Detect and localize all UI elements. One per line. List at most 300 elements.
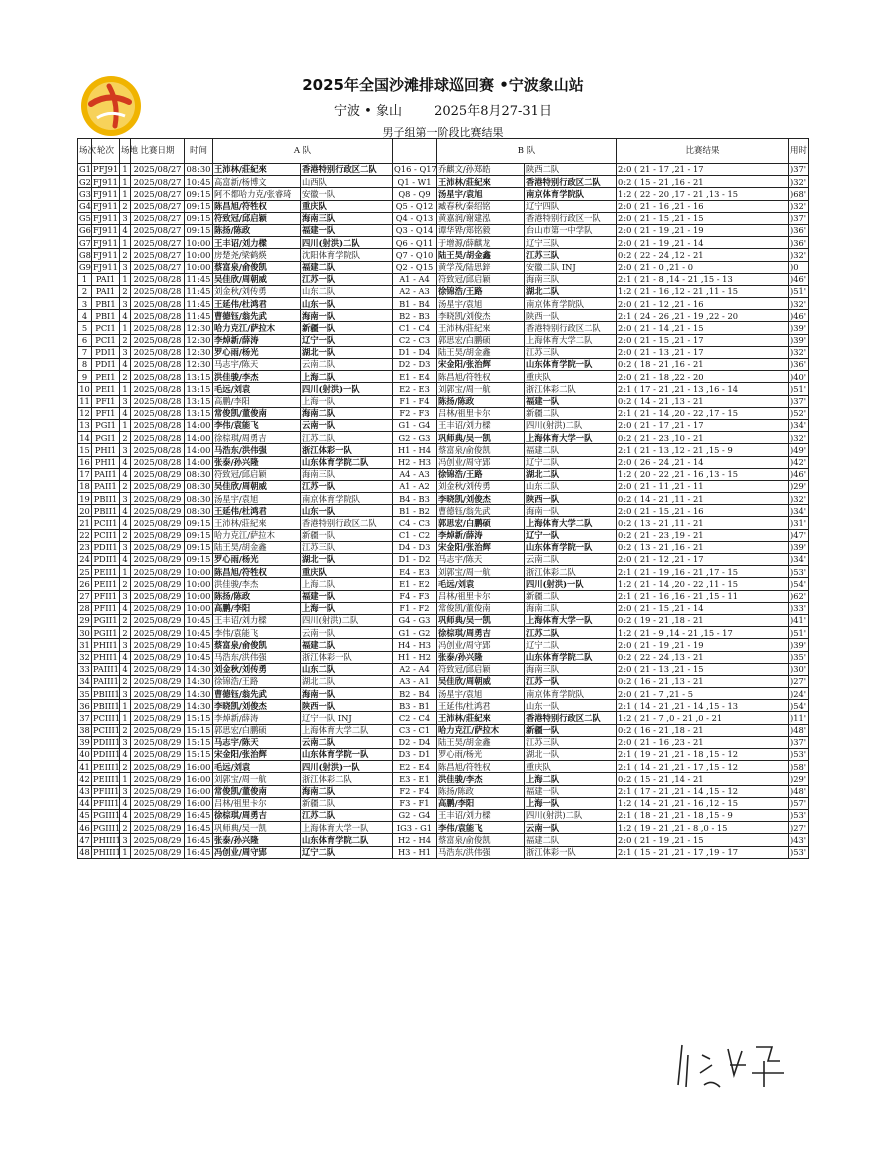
- cell-round: FJ911: [93, 201, 118, 211]
- cell-a-players: 吕林/祖里卡尔: [213, 797, 301, 809]
- cell-no: 3: [78, 298, 92, 310]
- cell-result: 2:1 ( 17 - 21 ,21 - 14 ,15 - 12: [617, 785, 789, 797]
- cell-no: 35: [79, 688, 90, 699]
- cell-a-players: 王沛林/莊紀來: [213, 517, 301, 529]
- table-row: [78, 164, 809, 176]
- cell-court: 2: [120, 371, 131, 383]
- cell-b-players: 宋金阳/张治辉: [437, 359, 525, 371]
- results-table: [77, 138, 809, 859]
- cell-a-players: 陈扬/陈政: [213, 590, 301, 602]
- cell-time: 14:30: [185, 688, 213, 700]
- cell-round: PFI1: [92, 407, 120, 419]
- cell-result: 0:2 ( 14 - 21 ,11 - 21: [617, 493, 789, 505]
- cell-b-team: 湖北二队: [525, 468, 617, 480]
- cell-no: G4: [79, 201, 91, 211]
- cell-duration: )36': [789, 237, 809, 249]
- cell-b-team: 海南二队: [525, 602, 617, 614]
- cell-a-players: 徐棕琪/周勇吉: [213, 432, 301, 444]
- cell-b-team: 辽宁四队: [525, 200, 617, 212]
- cell-b-players: 徐棕琪/周勇吉: [437, 627, 525, 639]
- cell-b-players: 冯创业/周守郢: [437, 639, 525, 651]
- table-header: [78, 139, 809, 164]
- cell-result: 2:1 ( 21 - 19 ,16 - 21 ,17 - 15: [617, 566, 789, 578]
- cell-time: 11:45: [185, 298, 213, 310]
- cell-no: G2: [79, 176, 91, 187]
- cell-a-players: 李晓凯/刘俊杰: [213, 700, 301, 712]
- cell-time: 16:45: [185, 822, 213, 834]
- cell-court: 3: [120, 785, 131, 797]
- cell-court: 2: [120, 614, 131, 626]
- cell-round: PDIII1: [93, 737, 121, 748]
- col-no: 场次: [78, 139, 92, 164]
- cell-matchup: A2 - A3: [393, 285, 437, 297]
- cell-no: 46: [79, 822, 90, 833]
- cell-a-players: 巩师典/吴一凯: [213, 822, 301, 834]
- cell-duration: )39': [789, 639, 809, 651]
- table-row: [78, 651, 809, 663]
- table-row: [78, 773, 809, 785]
- cell-no: 15: [79, 444, 90, 455]
- cell-court: 1: [120, 237, 131, 249]
- cell-round: PCIII1: [93, 725, 121, 736]
- cell-matchup: E1 - E2: [393, 578, 437, 590]
- cell-b-players: 符致冠/邱启颖: [437, 273, 525, 285]
- cell-b-team: 新疆二队: [525, 590, 617, 602]
- cell-no: 38: [79, 725, 90, 736]
- cell-no: 19: [79, 493, 90, 504]
- cell-matchup: H4 - H3: [393, 639, 437, 651]
- cell-result: 2:1 ( 24 - 26 ,21 - 19 ,22 - 20: [617, 310, 789, 322]
- cell-time: 14:00: [185, 432, 213, 444]
- cell-time: 10:00: [185, 566, 213, 578]
- table-row: [78, 298, 809, 310]
- col-result: 比赛结果: [617, 139, 789, 164]
- cell-matchup: D2 - D3: [393, 359, 437, 371]
- table-row: [78, 590, 809, 602]
- cell-result: 2:0 ( 21 - 11 ,21 - 11: [617, 480, 789, 492]
- cell-b-players: 陈扬/陈政: [437, 395, 525, 407]
- cell-round: PFJ91: [93, 164, 119, 175]
- table-row: [78, 700, 809, 712]
- cell-b-team: 福建二队: [525, 834, 617, 846]
- cell-b-team: 江苏二队: [525, 627, 617, 639]
- cell-date: 2025/08/29: [131, 529, 185, 541]
- cell-b-players: 毛远/刘袁: [437, 578, 525, 590]
- cell-result: 0:2 ( 15 - 21 ,14 - 21: [617, 773, 789, 785]
- cell-no: 24: [79, 554, 90, 565]
- cell-court: 2: [120, 334, 131, 346]
- cell-a-players: 毛远/刘袁: [213, 383, 301, 395]
- cell-round: PEII1: [92, 566, 120, 578]
- cell-a-players: 高富新/杨博文: [213, 176, 301, 188]
- cell-b-players: 黄学茂/陆思鋅: [437, 261, 525, 273]
- cell-b-players: 李晓凯/刘俊杰: [437, 493, 525, 505]
- cell-a-team: 云南二队: [301, 736, 393, 748]
- cell-a-players: 李伟/袁能飞: [213, 419, 301, 431]
- cell-matchup: E2 - E4: [393, 761, 437, 773]
- cell-a-team: 浙江体彩一队: [301, 444, 393, 456]
- cell-duration: )48': [789, 724, 809, 736]
- cell-duration: )32': [789, 200, 809, 212]
- cell-a-players: 曹德钰/翁先武: [213, 310, 301, 322]
- cell-b-players: 李焯新/薛涛: [437, 529, 525, 541]
- cell-round: PGII1: [93, 627, 118, 638]
- cell-date: 2025/08/29: [131, 566, 185, 578]
- cell-date: 2025/08/28: [131, 322, 185, 334]
- table-row: [78, 736, 809, 748]
- cell-b-team: 香港特别行政区二队: [525, 322, 617, 334]
- table-row: [78, 383, 809, 395]
- cell-result: 0:2 ( 16 - 21 ,18 - 21: [617, 724, 789, 736]
- cell-time: 14:30: [185, 663, 213, 675]
- cell-date: 2025/08/27: [131, 261, 185, 273]
- cell-a-players: 汤星宇/袁旭: [213, 493, 301, 505]
- cell-b-players: 吴佳欣/周朝威: [437, 675, 525, 687]
- cell-matchup: A1 - A4: [393, 273, 437, 285]
- cell-date: 2025/08/28: [131, 456, 185, 468]
- cell-b-players: 冯创业/周守郢: [437, 456, 525, 468]
- cell-date: 2025/08/29: [131, 688, 185, 700]
- cell-duration: )43': [789, 834, 809, 846]
- cell-time: 08:30: [185, 505, 213, 517]
- cell-b-players: 曹德钰/翁先武: [437, 505, 525, 517]
- cell-time: 10:00: [185, 602, 213, 614]
- cell-time: 09:15: [185, 554, 213, 566]
- cell-no: 29: [79, 615, 90, 626]
- cell-court: 1: [120, 164, 131, 176]
- cell-result: 2:1 ( 18 - 21 ,21 - 18 ,15 - 9: [617, 809, 789, 821]
- cell-a-players: 李焯新/薛涛: [213, 712, 301, 724]
- cell-b-team: 辽宁三队: [525, 237, 617, 249]
- cell-court: 4: [120, 554, 131, 566]
- cell-round: PFII1: [92, 602, 120, 614]
- cell-b-players: 黄嘉润/谢建泓: [437, 212, 525, 224]
- cell-a-players: 哈力克江/萨拉木: [213, 322, 301, 334]
- cell-b-team: 重庆队: [525, 761, 617, 773]
- cell-time: 11:45: [185, 273, 213, 285]
- cell-duration: )53': [789, 846, 809, 858]
- cell-round: PEIII1: [93, 773, 120, 784]
- signature: [672, 1035, 792, 1095]
- table-row: [78, 493, 809, 505]
- cell-a-team: 海南三队: [301, 468, 393, 480]
- cell-round: PGIII1: [93, 810, 121, 821]
- cell-b-team: 山东体育学院一队: [525, 541, 617, 553]
- cell-duration: )39': [789, 334, 809, 346]
- cell-matchup: D1 - D2: [393, 554, 437, 566]
- cell-b-team: 云南一队: [525, 822, 617, 834]
- cell-b-players: 洪佳骏/李杰: [437, 773, 525, 785]
- cell-time: 14:30: [185, 700, 213, 712]
- cell-matchup: D1 - D4: [393, 346, 437, 358]
- cell-matchup: A1 - A2: [393, 480, 437, 492]
- cell-round: FJ911: [93, 213, 118, 224]
- cell-b-team: 浙江体彩二队: [525, 383, 617, 395]
- cell-result: 1:2 ( 14 - 21 ,21 - 16 ,12 - 15: [617, 797, 789, 809]
- cell-date: 2025/08/29: [131, 809, 185, 821]
- cell-date: 2025/08/27: [131, 164, 185, 176]
- cell-b-team: 陕西一队: [525, 310, 617, 322]
- cell-date: 2025/08/28: [131, 273, 185, 285]
- col-team-b: B 队: [437, 139, 617, 164]
- cell-court: 3: [120, 261, 131, 273]
- cell-court: 4: [120, 749, 131, 761]
- cell-date: 2025/08/29: [131, 846, 185, 858]
- cell-b-team: 四川(射洪)二队: [525, 419, 617, 431]
- table-row: [78, 809, 809, 821]
- cell-matchup: A4 - A3: [393, 468, 437, 480]
- cell-date: 2025/08/29: [131, 700, 185, 712]
- cell-matchup: G2 - G4: [393, 809, 437, 821]
- cell-a-players: 陈昌旭/符牲权: [213, 200, 301, 212]
- cell-result: 2:1 ( 21 - 13 ,12 - 21 ,15 - 9: [617, 444, 789, 456]
- cell-matchup: Q8 - Q9: [393, 188, 437, 200]
- cell-b-team: 浙江体彩一队: [525, 846, 617, 858]
- cell-matchup: A2 - A4: [393, 663, 437, 675]
- cell-round: PFIII1: [93, 798, 120, 809]
- cell-result: 0:2 ( 18 - 21 ,16 - 21: [617, 359, 789, 371]
- cell-no: 39: [79, 737, 90, 748]
- cell-no: 16: [79, 456, 90, 467]
- cell-no: 25: [79, 566, 90, 577]
- cell-result: 2:0 ( 21 - 7 ,21 - 5: [617, 688, 789, 700]
- cell-a-players: 马浩东/洪伟强: [213, 444, 301, 456]
- section-title: 男子组第一阶段比赛结果: [382, 126, 504, 139]
- cell-result: 0:2 ( 15 - 21 ,16 - 21: [617, 176, 789, 188]
- cell-round: PBI1: [92, 298, 120, 310]
- cell-duration: )52': [789, 407, 809, 419]
- cell-duration: )34': [789, 505, 809, 517]
- table-row: [78, 797, 809, 809]
- cell-a-team: 江苏一队: [301, 480, 393, 492]
- cell-round: PDI1: [92, 346, 120, 358]
- table-row: [78, 371, 809, 383]
- cell-a-team: 江苏三队: [301, 541, 393, 553]
- cell-b-players: 陈扬/陈政: [437, 785, 525, 797]
- cell-a-players: 符致冠/邱启颖: [213, 468, 301, 480]
- cell-duration: )40': [789, 371, 809, 383]
- cell-date: 2025/08/27: [131, 224, 185, 236]
- cell-result: 0:2 ( 13 - 21 ,16 - 21: [617, 541, 789, 553]
- col-duration: 用时: [789, 139, 809, 164]
- cell-court: 3: [120, 346, 131, 358]
- cell-b-players: 哈力克江/萨拉木: [437, 724, 525, 736]
- cell-b-team: 云南二队: [525, 554, 617, 566]
- table-row: [78, 273, 809, 285]
- cell-no: 2: [78, 285, 92, 297]
- cell-result: 2:0 ( 21 - 17 ,21 - 17: [617, 164, 789, 176]
- cell-time: 12:30: [185, 322, 213, 334]
- cell-b-players: 于增源/薛麒龙: [437, 237, 525, 249]
- cell-time: 09:15: [185, 212, 213, 224]
- cell-duration: )54': [789, 700, 809, 712]
- cell-duration: )51': [789, 383, 809, 395]
- cell-time: 14:30: [185, 675, 213, 687]
- cell-matchup: G2 - G3: [393, 432, 437, 444]
- cell-date: 2025/08/28: [131, 298, 185, 310]
- cell-round: PAII1: [92, 468, 120, 480]
- cell-time: 13:15: [185, 395, 213, 407]
- cell-no: 8: [78, 359, 92, 371]
- cell-a-players: 罗心雨/杨光: [213, 554, 301, 566]
- cell-court: 4: [120, 468, 131, 480]
- cell-a-players: 陈扬/陈政: [213, 224, 301, 236]
- cell-matchup: Q5 - Q12: [393, 200, 437, 212]
- cell-b-players: 巩师典/吴一凯: [437, 614, 525, 626]
- cell-a-team: 四川(射洪)二队: [301, 237, 393, 249]
- cell-b-players: 吕林/祖里卡尔: [437, 407, 525, 419]
- table-row: [78, 846, 809, 858]
- table-row: [78, 578, 809, 590]
- cell-b-players: 徐锦浩/王路: [437, 468, 525, 480]
- cell-time: 12:30: [185, 346, 213, 358]
- table-row: [78, 834, 809, 846]
- cell-court: 3: [120, 834, 131, 846]
- cell-date: 2025/08/29: [131, 736, 185, 748]
- cell-duration: )68': [789, 188, 809, 200]
- cell-a-team: 海南三队: [301, 212, 393, 224]
- col-vs: [393, 139, 437, 164]
- cell-date: 2025/08/29: [131, 639, 185, 651]
- cell-b-players: 臧春秋/秦绍铭: [437, 200, 525, 212]
- cell-time: 13:15: [185, 371, 213, 383]
- table-row: [78, 627, 809, 639]
- cell-round: FJ911: [93, 225, 118, 236]
- cell-no: G5: [79, 213, 91, 224]
- cell-b-players: 符致冠/邱启颖: [437, 663, 525, 675]
- cell-a-players: 吴佳欣/周朝威: [213, 273, 301, 285]
- cell-time: 12:30: [185, 334, 213, 346]
- cell-duration: )32': [789, 432, 809, 444]
- cell-time: 16:45: [185, 834, 213, 846]
- cell-b-team: 辽宁二队: [525, 639, 617, 651]
- cell-matchup: C3 - C1: [393, 724, 437, 736]
- cell-no: 47: [79, 834, 90, 845]
- cell-no: 17: [79, 469, 90, 480]
- cell-time: 08:30: [185, 164, 213, 176]
- cell-a-team: 重庆队: [301, 566, 393, 578]
- cell-b-players: 陈昌旭/符牲权: [437, 371, 525, 383]
- cell-b-players: 李伟/袁能飞: [437, 822, 525, 834]
- cell-a-team: 山东二队: [301, 285, 393, 297]
- cell-date: 2025/08/29: [131, 493, 185, 505]
- cell-b-players: 蔡富泉/俞俊凯: [437, 834, 525, 846]
- cell-duration: )37': [789, 164, 809, 176]
- cell-time: 14:00: [185, 444, 213, 456]
- cell-date: 2025/08/28: [131, 395, 185, 407]
- cell-duration: )39': [789, 541, 809, 553]
- cell-matchup: B1 - B2: [393, 505, 437, 517]
- cell-b-players: 高鹏/李阳: [437, 797, 525, 809]
- cell-date: 2025/08/28: [131, 359, 185, 371]
- cell-result: 1:2 ( 21 - 7 ,0 - 21 ,0 - 21: [617, 712, 789, 724]
- cell-matchup: E3 - E1: [393, 773, 437, 785]
- cell-time: 15:15: [185, 724, 213, 736]
- table-row: [78, 310, 809, 322]
- cell-date: 2025/08/29: [131, 480, 185, 492]
- cell-no: G7: [79, 237, 91, 248]
- cell-round: PAII1: [92, 480, 120, 492]
- cell-court: 1: [120, 383, 131, 395]
- cell-a-team: 四川(射洪)二队: [301, 614, 393, 626]
- cell-result: 2:0 ( 21 - 19 ,21 - 14: [617, 237, 789, 249]
- cell-a-players: 高鹏/李阳: [213, 395, 301, 407]
- cell-matchup: Q7 - Q10: [393, 249, 437, 261]
- cell-a-players: 房楚尧/梁鹤煐: [213, 249, 301, 261]
- cell-b-team: 湖北一队: [525, 749, 617, 761]
- table-row: [78, 346, 809, 358]
- cell-date: 2025/08/29: [131, 614, 185, 626]
- cell-court: 1: [120, 188, 131, 200]
- cell-date: 2025/08/29: [131, 712, 185, 724]
- cell-time: 10:45: [185, 651, 213, 663]
- cell-b-team: 台山市第一中学队: [525, 224, 617, 236]
- cell-court: 4: [120, 505, 131, 517]
- cell-court: 2: [120, 675, 131, 687]
- cell-no: G8: [79, 249, 91, 260]
- cell-b-team: 福建二队: [525, 444, 617, 456]
- cell-no: 34: [79, 676, 90, 687]
- cell-a-team: 上海二队: [301, 578, 393, 590]
- cell-b-team: 福建一队: [525, 395, 617, 407]
- cell-no: 31: [79, 639, 90, 650]
- cell-time: 09:15: [185, 529, 213, 541]
- cell-b-team: 南京体育学院队: [525, 188, 617, 200]
- cell-result: 0:2 ( 19 - 21 ,18 - 21: [617, 614, 789, 626]
- cell-matchup: F1 - F2: [393, 602, 437, 614]
- cell-time: 10:00: [185, 237, 213, 249]
- cell-duration: )62': [789, 590, 809, 602]
- cell-matchup: H2 - H4: [393, 834, 437, 846]
- cell-b-team: 江苏一队: [525, 675, 617, 687]
- cell-court: 4: [120, 663, 131, 675]
- cell-duration: )27': [789, 822, 809, 834]
- cell-matchup: G4 - G3: [393, 614, 437, 626]
- table-row: [78, 237, 809, 249]
- cell-matchup: Q4 - Q13: [393, 212, 437, 224]
- cell-b-players: 罗心雨/杨光: [437, 749, 525, 761]
- cell-date: 2025/08/29: [131, 773, 185, 785]
- cell-round: PGI1: [92, 419, 120, 431]
- table-row: [78, 712, 809, 724]
- cell-matchup: B4 - B3: [393, 493, 437, 505]
- cell-a-players: 常俊凯/董俊南: [213, 407, 301, 419]
- cell-time: 08:30: [185, 493, 213, 505]
- cell-duration: )11': [789, 712, 809, 724]
- table-row: [78, 200, 809, 212]
- cell-round: FJ911: [93, 237, 118, 248]
- cell-b-players: 刘郭宝/周一航: [437, 566, 525, 578]
- cell-a-players: 常俊凯/董俊南: [213, 785, 301, 797]
- cell-duration: )32': [789, 346, 809, 358]
- cell-duration: )48': [789, 785, 809, 797]
- cell-result: 1:2 ( 22 - 20 ,17 - 21 ,13 - 15: [617, 188, 789, 200]
- cell-time: 10:45: [185, 639, 213, 651]
- cell-a-players: 洪佳骏/李杰: [213, 578, 301, 590]
- cell-round: PFIII1: [93, 786, 120, 796]
- cell-matchup: B2 - B3: [393, 310, 437, 322]
- cell-result: 2:0 ( 21 - 15 ,21 - 16: [617, 505, 789, 517]
- cell-a-players: 王延伟/杜鸿君: [213, 298, 301, 310]
- cell-a-team: 海南一队: [301, 310, 393, 322]
- cell-duration: )57': [789, 797, 809, 809]
- cell-court: 2: [120, 724, 131, 736]
- cell-no: 27: [79, 591, 90, 601]
- cell-result: 2:1 ( 21 - 8 ,14 - 21 ,15 - 13: [617, 273, 789, 285]
- cell-a-team: 云南一队: [301, 419, 393, 431]
- cell-a-team: 山东一队: [301, 505, 393, 517]
- cell-matchup: G1 - G4: [393, 419, 437, 431]
